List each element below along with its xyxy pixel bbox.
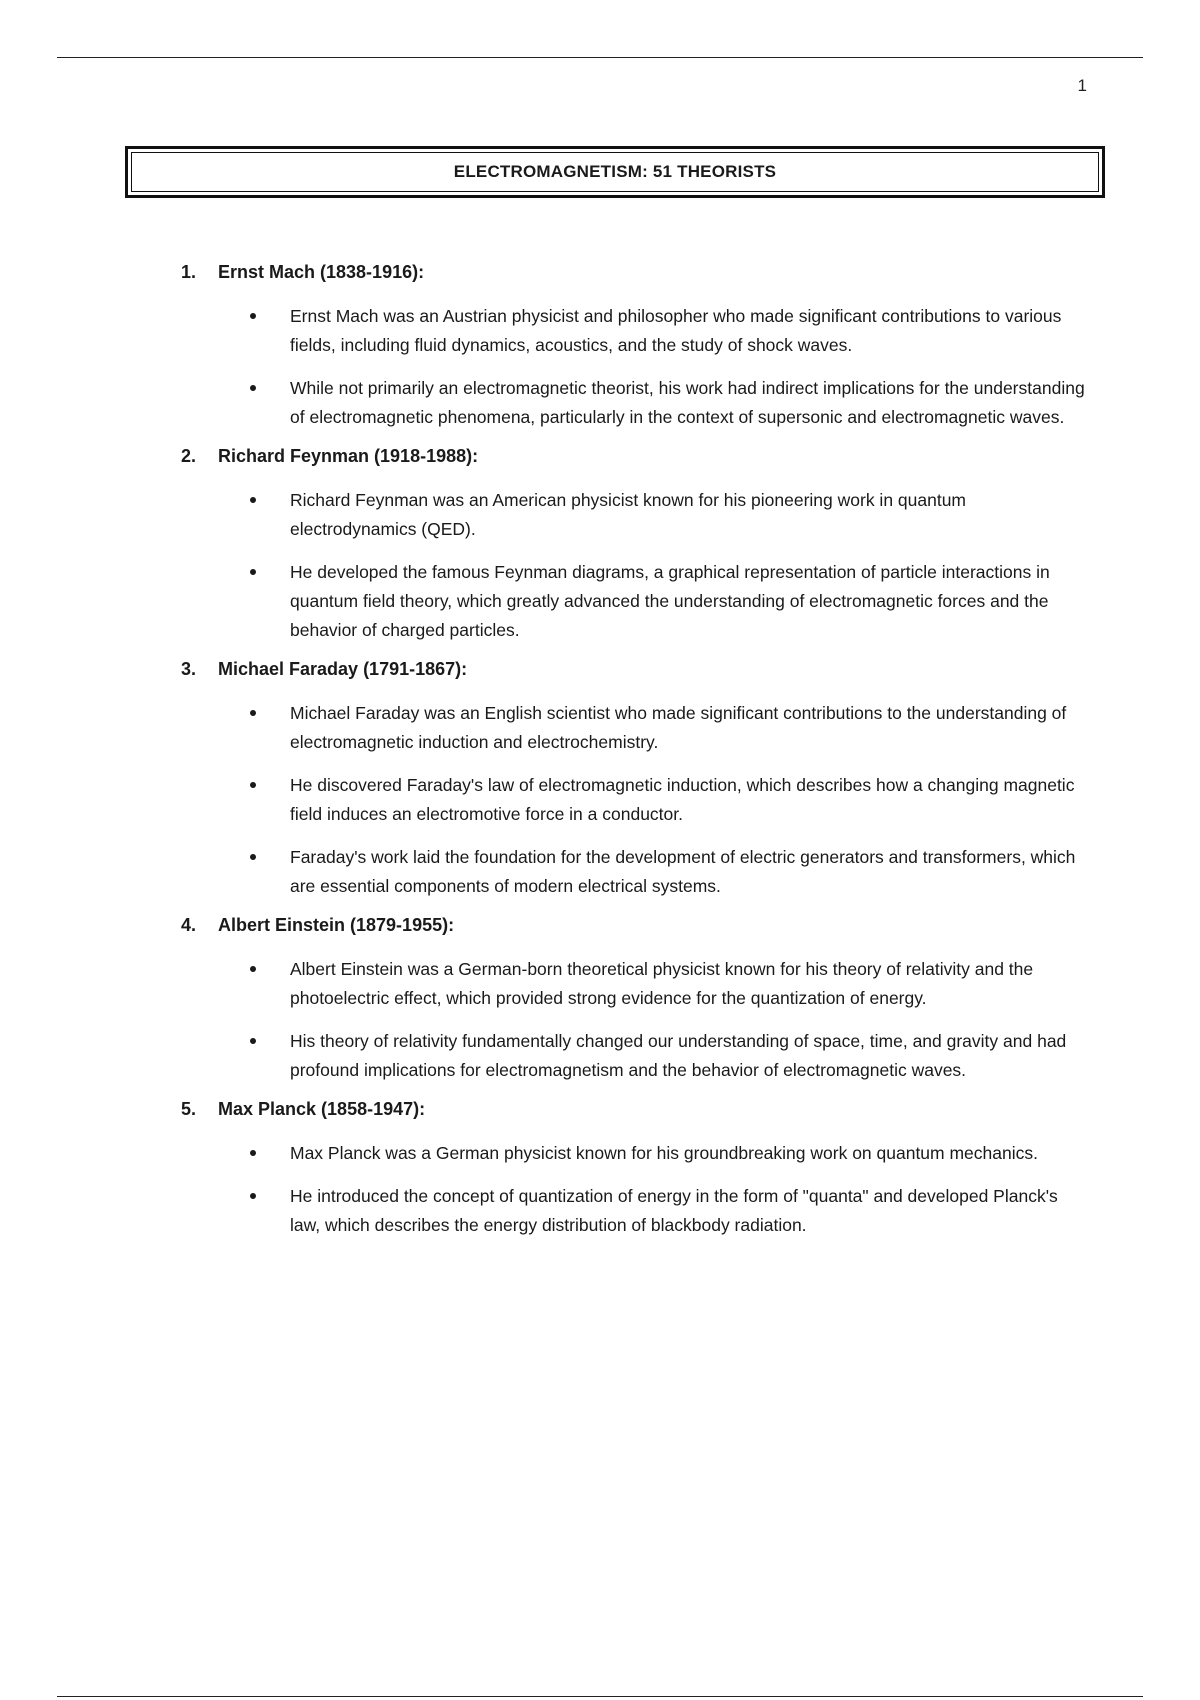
bullet-text: Albert Einstein was a German-born theoretical physicist known for his theory of relativity and the photoelectric effect, which provided strong evidence for the quantization of energy. [290,959,1034,1008]
theorist-name: Michael Faraday (1791-1867): [218,659,468,679]
theorist-heading [0,659,1200,687]
theorist-heading [0,262,1200,290]
document-title: ELECTROMAGNETISM: 51 THEORISTS [453,162,777,181]
theorist-name: Richard Feynman (1918-1988): [218,446,479,466]
bullet-icon [250,313,256,319]
list-item [0,374,1200,432]
theorist-name: Max Planck (1858-1947): [218,1099,426,1119]
theorist-entry [0,446,1200,645]
bullet-icon [250,1038,256,1044]
theorist-number: 1. [181,262,197,282]
theorist-entry [0,1099,1200,1240]
theorist-number: 3. [181,659,197,679]
theorist-name: Ernst Mach (1838-1916): [218,262,425,282]
bullet-text: Richard Feynman was an American physicist known for his pioneering work in quantum electrodynamics (QED). [290,490,967,539]
theorist-number: 5. [181,1099,197,1119]
bullet-text: Michael Faraday was an English scientist who made significant contributions to the understanding of electromagnetic induction and electrochemistry. [290,703,1067,752]
bullet-text: He introduced the concept of quantization of energy in the form of "quanta" and developed Planck's law, which describes the energy distribution of blackbody radiation. [290,1186,1058,1235]
title-box-inner [131,152,1099,192]
bullet-icon [250,1150,256,1156]
bullet-text: He developed the famous Feynman diagrams, a graphical representation of particle interactions in quantum field theory, which greatly advanced the understanding of electromagnetic forces and the behavior of charged particles. [290,562,1050,640]
bullet-icon [250,569,256,575]
bullet-text: While not primarily an electromagnetic theorist, his work had indirect implications for the understanding of electromagnetic phenomena, particularly in the context of supersonic and electromagnetic waves. [290,378,1085,427]
theorist-heading [0,446,1200,474]
list-item [0,699,1200,757]
bullet-text: Ernst Mach was an Austrian physicist and philosopher who made significant contributions to various fields, including fluid dynamics, acoustics, and the study of shock waves. [290,306,1062,355]
theorist-list [0,262,1200,1254]
list-item [0,771,1200,829]
list-item [0,1139,1200,1168]
bullet-icon [250,854,256,860]
list-item [0,1182,1200,1240]
title-box [125,146,1105,198]
theorist-heading [0,1099,1200,1127]
bullet-icon [250,966,256,972]
theorist-entry [0,262,1200,432]
bullet-text: Faraday's work laid the foundation for the development of electric generators and transformers, which are essential components of modern electrical systems. [290,847,1076,896]
header-rule [57,57,1143,58]
list-item [0,843,1200,901]
list-item [0,302,1200,360]
bullet-icon [250,1193,256,1199]
page-number: 1 [1077,76,1087,95]
list-item [0,955,1200,1013]
theorist-name: Albert Einstein (1879-1955): [218,915,455,935]
bullet-text: Max Planck was a German physicist known for his groundbreaking work on quantum mechanics. [290,1143,1038,1163]
theorist-number: 4. [181,915,197,935]
theorist-entry [0,659,1200,901]
footer-rule [57,1696,1143,1697]
theorist-entry [0,915,1200,1085]
bullet-icon [250,385,256,391]
list-item [0,1027,1200,1085]
bullet-text: His theory of relativity fundamentally changed our understanding of space, time, and gravity and had profound implications for electromagnetism and the behavior of electromagnetic waves. [290,1031,1067,1080]
bullet-icon [250,710,256,716]
bullet-icon [250,782,256,788]
list-item [0,486,1200,544]
bullet-text: He discovered Faraday's law of electromagnetic induction, which describes how a changing magnetic field induces an electromotive force in a conductor. [290,775,1075,824]
list-item [0,558,1200,645]
theorist-heading [0,915,1200,943]
bullet-icon [250,497,256,503]
theorist-number: 2. [181,446,197,466]
